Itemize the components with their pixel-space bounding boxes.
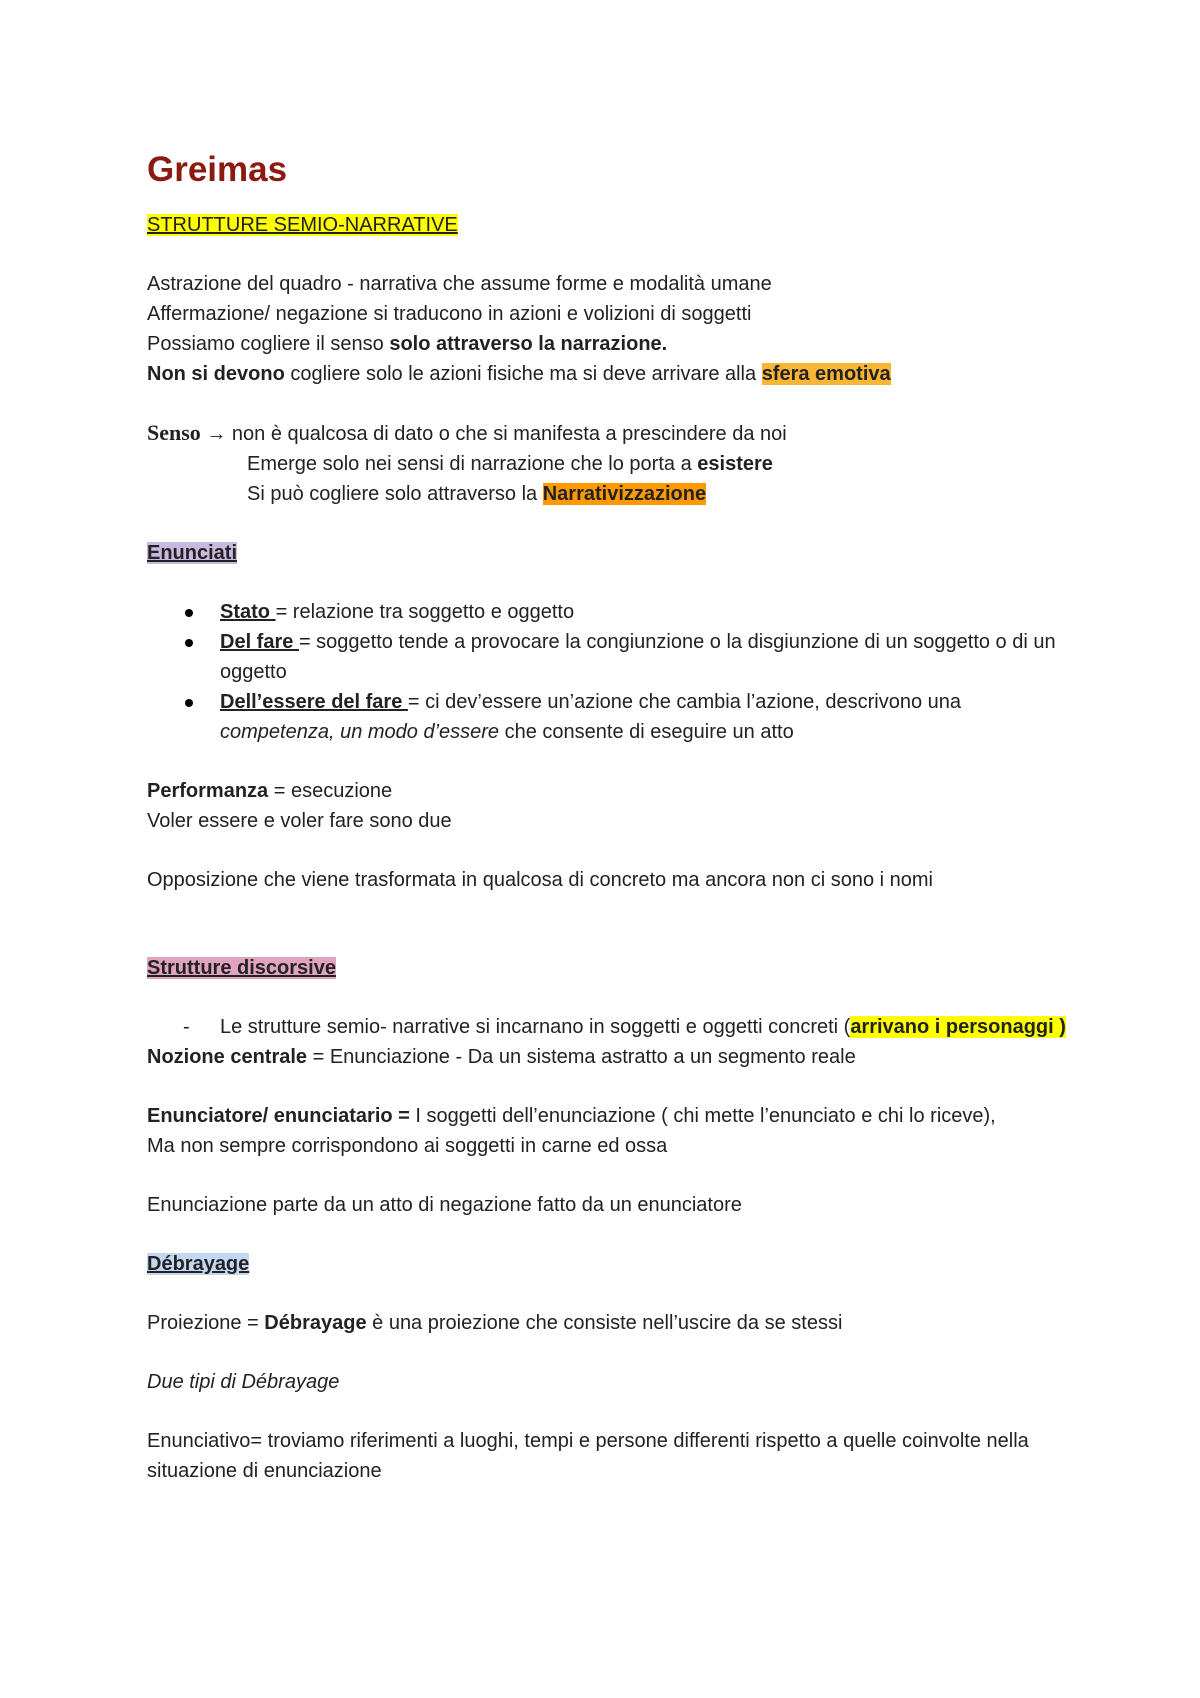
paragraph-opposizione: Opposizione che viene trasformata in qualcosa di concreto ma ancora non ci sono i nomi — [147, 869, 933, 891]
list-item — [147, 627, 1080, 687]
section-heading-text: STRUTTURE SEMIO-NARRATIVE — [147, 214, 458, 236]
paragraph-enunciazione: Enunciazione parte da un atto di negazione fatto da un enunciatore — [147, 1194, 742, 1216]
bold-span: Enunciatore/ enunciatario = — [147, 1105, 416, 1127]
dash-icon: - — [183, 1016, 190, 1038]
paragraph-non-si-devono — [147, 359, 1080, 389]
text-span: è una proiezione che consiste nell’uscire da se stessi — [366, 1312, 843, 1334]
paragraph-enunciativo: Enunciativo= troviamo riferimenti a luoghi, tempi e persone differenti rispetto a quelle coinvolte nella situazione di enunciazione — [147, 1430, 1029, 1482]
bold-span: solo attraverso la narrazione. — [389, 333, 668, 355]
section-heading-enunciati — [147, 538, 1080, 568]
text-span: Possiamo cogliere il senso — [147, 333, 390, 355]
list-item-text: = relazione tra soggetto e oggetto — [275, 601, 575, 623]
bold-span: Non si devono — [147, 363, 285, 385]
document-title: Greimas — [147, 150, 288, 189]
list-item-text: = ci dev’essere un’azione che cambia l’azione, descrivono una — [407, 691, 961, 713]
paragraph-voler: Voler essere e voler fare sono due — [147, 810, 452, 832]
text-span: cogliere solo le azioni fisiche ma si deve arrivare alla — [284, 363, 762, 385]
paragraph-si-puo — [147, 479, 1080, 509]
section-heading-text: Enunciati — [147, 542, 238, 564]
italic-span: Due tipi di Débrayage — [147, 1371, 340, 1393]
text-span: = esecuzione — [268, 780, 393, 802]
paragraph-enunciatore — [147, 1101, 1080, 1131]
list-item-italic: competenza, un modo d’essere — [220, 721, 500, 743]
highlight-narrativizzazione: Narrativizzazione — [542, 483, 707, 505]
paragraph-senso — [147, 418, 1080, 449]
paragraph-emerge — [147, 449, 1080, 479]
paragraph-performanza — [147, 776, 1080, 806]
bold-span: Nozione centrale — [147, 1046, 308, 1068]
discorsive-list — [147, 1012, 1080, 1042]
bullet-icon — [185, 609, 193, 617]
text-span: non è qualcosa di dato o che si manifesta a prescindere da noi — [231, 423, 787, 445]
text-span: I soggetti dell’enunciazione ( chi mette l’enunciato e chi lo riceve), — [415, 1105, 996, 1127]
list-item — [147, 687, 1080, 747]
paragraph-nozione — [147, 1042, 1080, 1072]
text-span: Proiezione = — [147, 1312, 265, 1334]
paragraph-due-tipi — [147, 1367, 1080, 1397]
section-heading-debrayage — [147, 1249, 1080, 1279]
paragraph-affermazione: Affermazione/ negazione si traducono in azioni e volizioni di soggetti — [147, 303, 752, 325]
list-item — [147, 597, 1080, 627]
section-heading-strutture-discorsive — [147, 953, 1080, 983]
text-span: Si può cogliere solo attraverso la — [247, 483, 543, 505]
paragraph-possiamo — [147, 329, 1080, 359]
list-item-tail: che consente di eseguire un atto — [499, 721, 794, 743]
paragraph-proiezione — [147, 1308, 1080, 1338]
list-item-term: Del fare — [220, 631, 299, 653]
enunciati-list — [147, 597, 1080, 747]
section-heading-text: Strutture discorsive — [147, 957, 336, 979]
highlight-sfera-emotiva: sfera emotiva — [761, 363, 891, 385]
list-item-term: Dell’essere del fare — [220, 691, 408, 713]
arrow-icon: → — [200, 423, 232, 445]
section-heading-text: Débrayage — [147, 1253, 250, 1275]
list-item — [147, 1012, 1080, 1042]
list-item-text: Le strutture semio- narrative si incarnano in soggetti e oggetti concreti ( — [220, 1016, 851, 1038]
paragraph-astrazione: Astrazione del quadro - narrativa che assume forme e modalità umane — [147, 273, 772, 295]
list-item-text: = soggetto tende a provocare la congiunzione o la disgiunzione di un soggetto o di un oggetto — [220, 631, 1056, 683]
bold-span: esistere — [697, 453, 773, 475]
senso-term: Senso — [147, 420, 201, 445]
list-item-term: Stato — [220, 601, 276, 623]
bullet-icon — [185, 639, 193, 647]
paragraph-ma-non-sempre: Ma non sempre corrispondono ai soggetti in carne ed ossa — [147, 1135, 668, 1157]
highlight-arrivano: arrivano i personaggi ) — [850, 1016, 1066, 1038]
bold-span: Débrayage — [264, 1312, 367, 1334]
text-span: = Enunciazione - Da un sistema astratto a un segmento reale — [307, 1046, 856, 1068]
section-heading-strutture-semio-narrative — [147, 210, 1080, 240]
bullet-icon — [185, 699, 193, 707]
text-span: Emerge solo nei sensi di narrazione che lo porta a — [247, 453, 698, 475]
bold-span: Performanza — [147, 780, 269, 802]
